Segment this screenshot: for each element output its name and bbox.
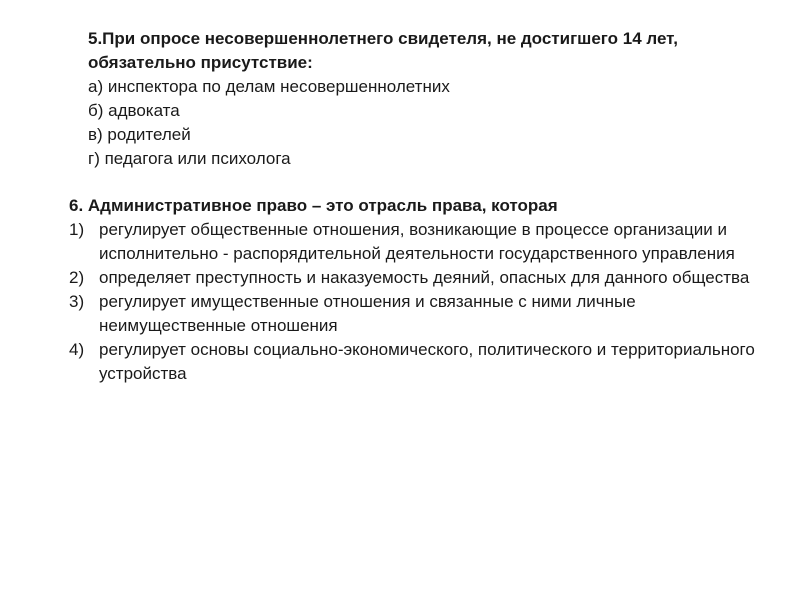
question-5-option-b: б) адвоката — [88, 101, 180, 120]
question-6-item-3 — [69, 290, 769, 338]
question-5-option-c: в) родителей — [88, 125, 191, 144]
question-5-title: 5.При опросе несовершеннолетнего свидетеля, не достигшего 14 лет, обязательно присутствие: — [88, 29, 678, 72]
question-6-title: 6. Административное право – это отрасль права, которая — [69, 196, 558, 215]
item-number: 1) — [69, 220, 85, 239]
item-text: регулирует имущественные отношения и связанные с ними личные неимущественные отношения — [99, 292, 636, 335]
question-6-item-2 — [69, 266, 769, 290]
item-number: 3) — [69, 292, 85, 311]
question-5-option-d: г) педагога или психолога — [88, 149, 291, 168]
question-6-item-1 — [69, 218, 769, 266]
question-5 — [88, 27, 768, 171]
question-5-option-a: а) инспектора по делам несовершеннолетних — [88, 77, 450, 96]
item-number: 4) — [69, 340, 85, 359]
question-6 — [69, 194, 769, 386]
item-text: регулирует общественные отношения, возникающие в процессе организации и исполнительно - распорядительной деятельности государственного управления — [99, 220, 735, 263]
item-text: определяет преступность и наказуемость деяний, опасных для данного общества — [99, 268, 750, 287]
item-number: 2) — [69, 268, 85, 287]
question-6-item-4 — [69, 338, 769, 386]
item-text: регулирует основы социально-экономического, политического и территориального устройства — [99, 340, 755, 383]
